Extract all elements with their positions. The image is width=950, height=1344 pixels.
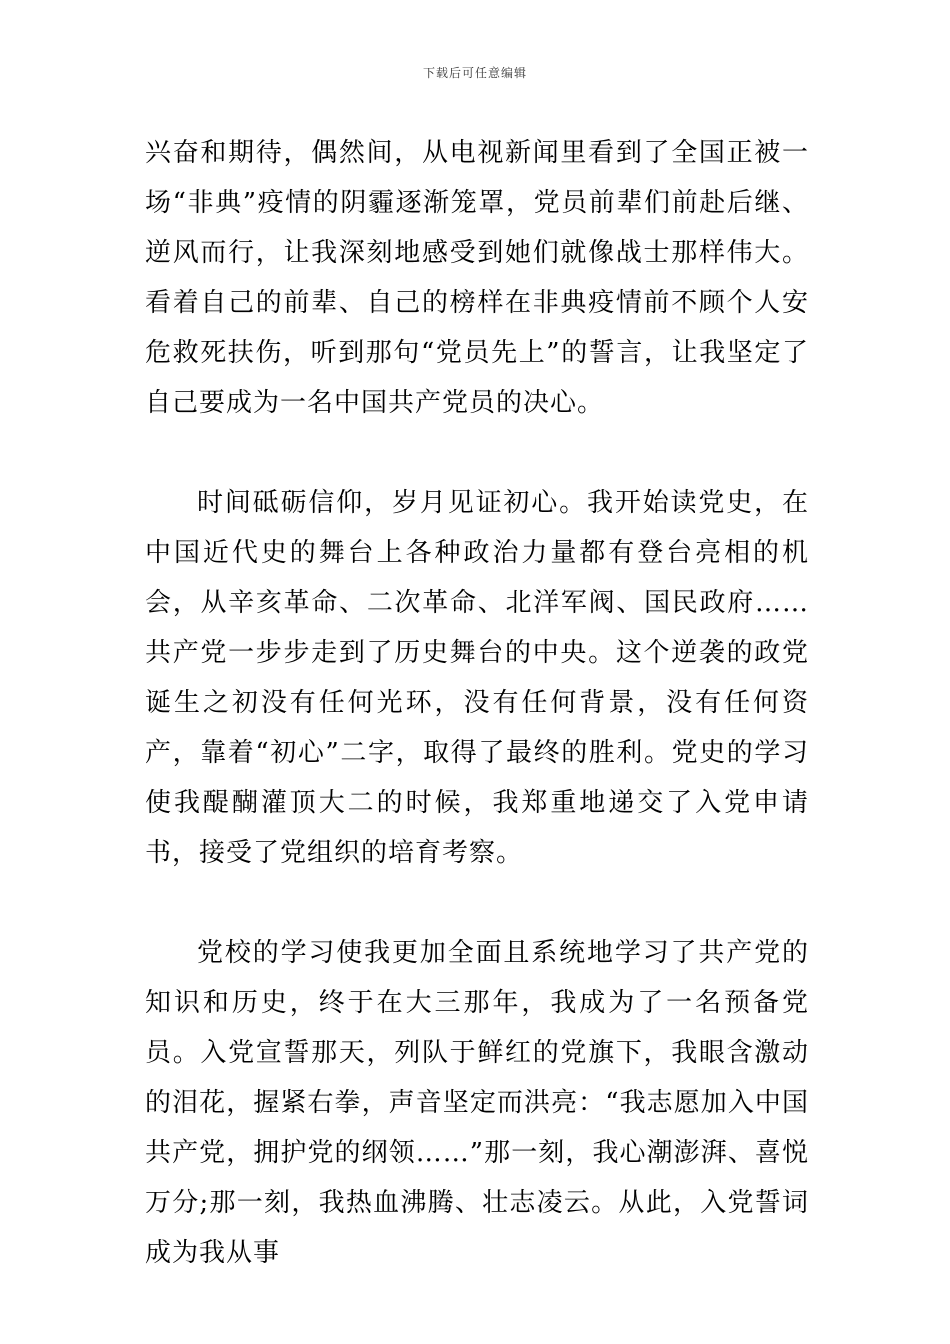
paragraph-2: 时间砥砺信仰，岁月见证初心。我开始读党史，在中国近代史的舞台上各种政治力量都有登台亮相的机会，从辛亥革命、二次革命、北洋军阀、国民政府……共产党一步步走到了历史舞台的中央。这个逆袭的政党诞生之初没有任何光环，没有任何背景，没有任何资产，靠着“初心”二字，取得了最终的胜利。党史的学习使我醍醐灌顶大二的时候，我郑重地递交了入党申请书，接受了党组织的培育考察。 [145, 488, 809, 868]
paragraph-1: 兴奋和期待，偶然间，从电视新闻里看到了全国正被一场“非典”疫情的阴霾逐渐笼罩，党员前辈们前赴后继、逆风而行，让我深刻地感受到她们就像战士那样伟大。看着自己的前辈、自己的榜样在非典疫情前不顾个人安危救死扶伤，听到那句“党员先上”的誓言，让我坚定了自己要成为一名中国共产党员的决心。 [145, 138, 809, 418]
paragraph-3: 党校的学习使我更加全面且系统地学习了共产党的知识和历史，终于在大三那年，我成为了一名预备党员。入党宣誓那天，列队于鲜红的党旗下，我眼含激动的泪花，握紧右拳，声音坚定而洪亮：“我志愿加入中国共产党，拥护党的纲领……”那一刻，我心潮澎湃、喜悦万分;那一刻，我热血沸腾、壮志凌云。从此，入党誓词成为我从事 [145, 938, 809, 1268]
page-header: 下载后可任意编辑 [422, 66, 527, 80]
document-body [145, 128, 809, 1328]
